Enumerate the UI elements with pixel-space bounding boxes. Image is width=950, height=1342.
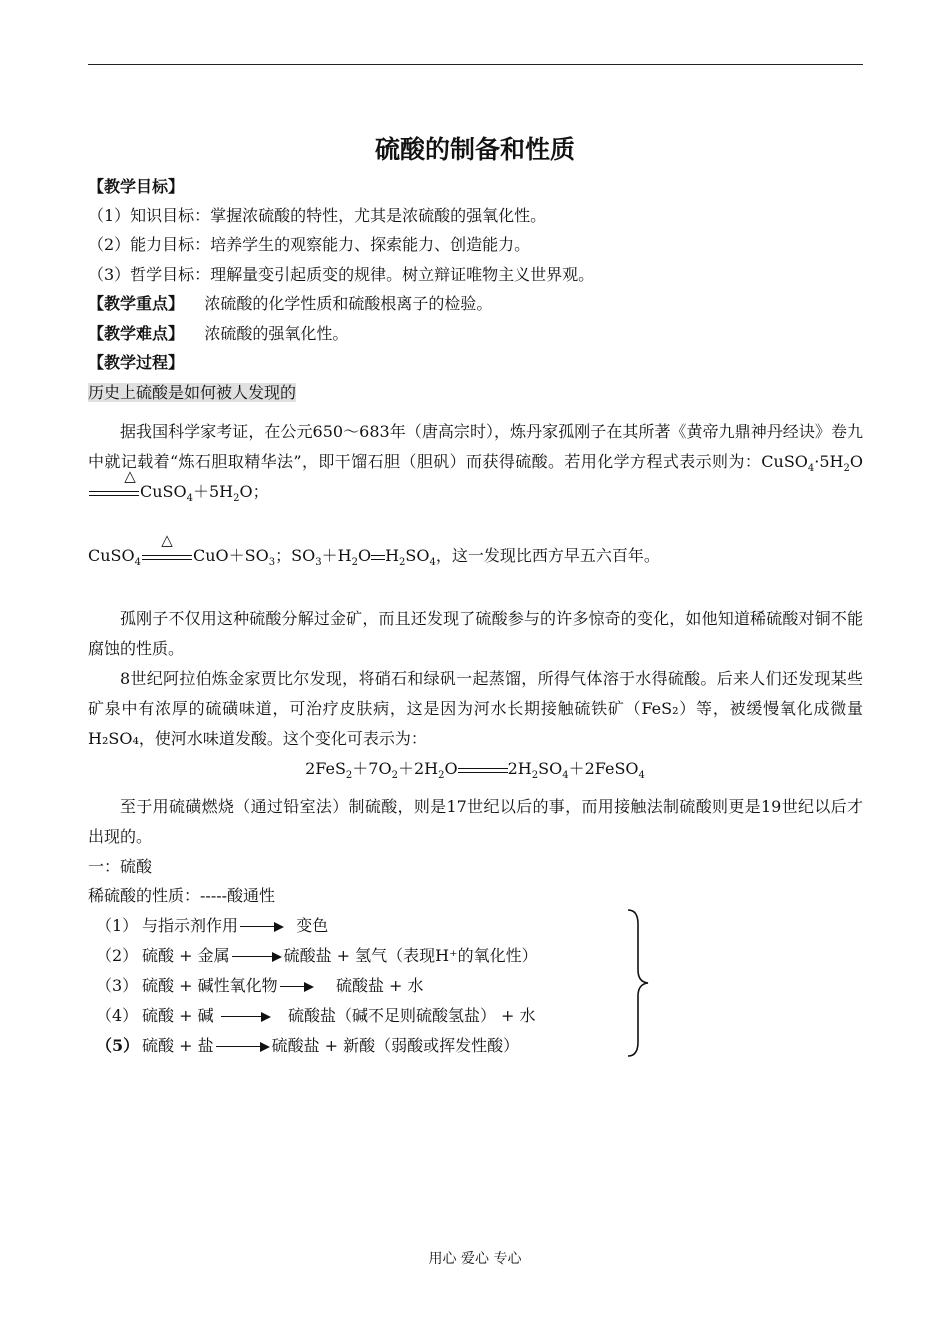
history-paragraph-1: 据我国科学家考证，在公元650～683年（唐高宗时），炼丹家孤刚子在其所著《黄帝九鼎神丹经诀》卷九中就记载着“炼石胆取精华法”，即干馏石胆（胆矾）而获得硫酸。若用化学方程式表示则为：$CuSO_4\cdot 5H_2O$ △ $CuSO_4+5H_2O$； (88, 422, 863, 505)
objectives-heading: 【教学目标】 (88, 177, 185, 196)
para1-tail: 这一发现比西方早五六百年。 (451, 546, 660, 565)
section-heading: 一：硫酸 (88, 857, 153, 876)
pyrite-equation: $2FeS_2+7O_2+2H_2O$ $2H_2SO_4+2FeSO_4$ (305, 759, 645, 782)
process-heading: 【教学过程】 (88, 353, 185, 372)
history-heading: 历史上硫酸是如何被人发现的 (88, 383, 297, 402)
objective-ability: （2）能力目标：培养学生的观察能力、探索能力、创造能力。 (88, 235, 531, 254)
difficulty-heading: 【教学难点】 (88, 324, 185, 343)
history-heading-line (88, 382, 296, 404)
history-paragraph-3: 8世纪阿拉伯炼金家贾比尔发现，将硝石和绿矾一起蒸馏，所得气体溶于水得硫酸。后来人们还发现某些矿泉中有浓厚的硫磺味道，可治疗皮肤病，这是因为河水长期接触硫铁矿（FeS₂）等，被缓慢氧化成微量H₂SO₄，使河水味道发酸。这个变化可表示为： (88, 669, 863, 748)
objective-philosophy: （3）哲学目标：理解量变引起质变的规律。树立辩证唯物主义世界观。 (88, 265, 595, 284)
equals-sign (371, 547, 385, 567)
focus-text: 浓硫酸的化学性质和硫酸根离子的检验。 (204, 294, 493, 313)
heat-equals-sign: △ (142, 547, 192, 567)
document-title: 硫酸的制备和性质 (374, 135, 575, 164)
right-brace-icon (624, 908, 654, 1058)
arrow-icon (221, 1011, 271, 1023)
property-item: （5） 硫酸 + 盐 硫酸盐 + 新酸（弱酸或挥发性酸） (96, 1036, 520, 1055)
para1-text: 据我国科学家考证，在公元650～683年（唐高宗时），炼丹家孤刚子在其所著《黄帝九鼎神丹经诀》卷九中就记载着“炼石胆取精华法”，即干馏石胆（胆矾）而获得硫酸。若用化学方程式表示则为： (88, 422, 863, 471)
heat-equals-sign: △ (89, 483, 139, 503)
difficulty-line (88, 323, 348, 345)
history-paragraph-4: 至于用硫磺燃烧（通过铅室法）制硫酸，则是17世纪以后的事，而用接触法制硫酸则更是19世纪以后才出现的。 (88, 797, 863, 846)
page-footer: 用心 爱心 专心 (428, 1251, 522, 1267)
history-paragraph-2: 孤刚子不仅用这种硫酸分解过金矿，而且还发现了硫酸参与的许多惊奇的变化，如他知道稀硫酸对铜不能腐蚀的性质。 (88, 609, 863, 658)
focus-heading: 【教学重点】 (88, 294, 185, 313)
arrow-icon (240, 921, 284, 933)
property-item: （1） 与指示剂作用 变色 (96, 916, 329, 935)
focus-line (88, 293, 492, 315)
dilute-acid-heading: 稀硫酸的性质：-----酸通性 (88, 886, 276, 905)
arrow-icon (232, 951, 282, 963)
objective-knowledge: （1）知识目标：掌握浓硫酸的特性，尤其是浓硫酸的强氧化性。 (88, 206, 547, 225)
property-item: （4） 硫酸 + 碱 硫酸盐（碱不足则硫酸氢盐） + 水 (96, 1006, 536, 1025)
equals-sign (458, 760, 508, 780)
header-rule (88, 64, 863, 65)
difficulty-text: 浓硫酸的强氧化性。 (204, 324, 349, 343)
equation-line-2: CuSO$_4$ △ $CuO+SO_3$；$SO_3+H_2O$ $H_2SO_4$，这一发现比西方早五六百年。 (88, 530, 660, 569)
arrow-icon (280, 981, 314, 993)
property-item: （3） 硫酸 + 碱性氧化物 硫酸盐 + 水 (96, 976, 424, 995)
arrow-icon (216, 1041, 270, 1053)
property-item: （2） 硫酸 + 金属 硫酸盐 + 氢气（表现H⁺的氧化性） (96, 946, 538, 965)
